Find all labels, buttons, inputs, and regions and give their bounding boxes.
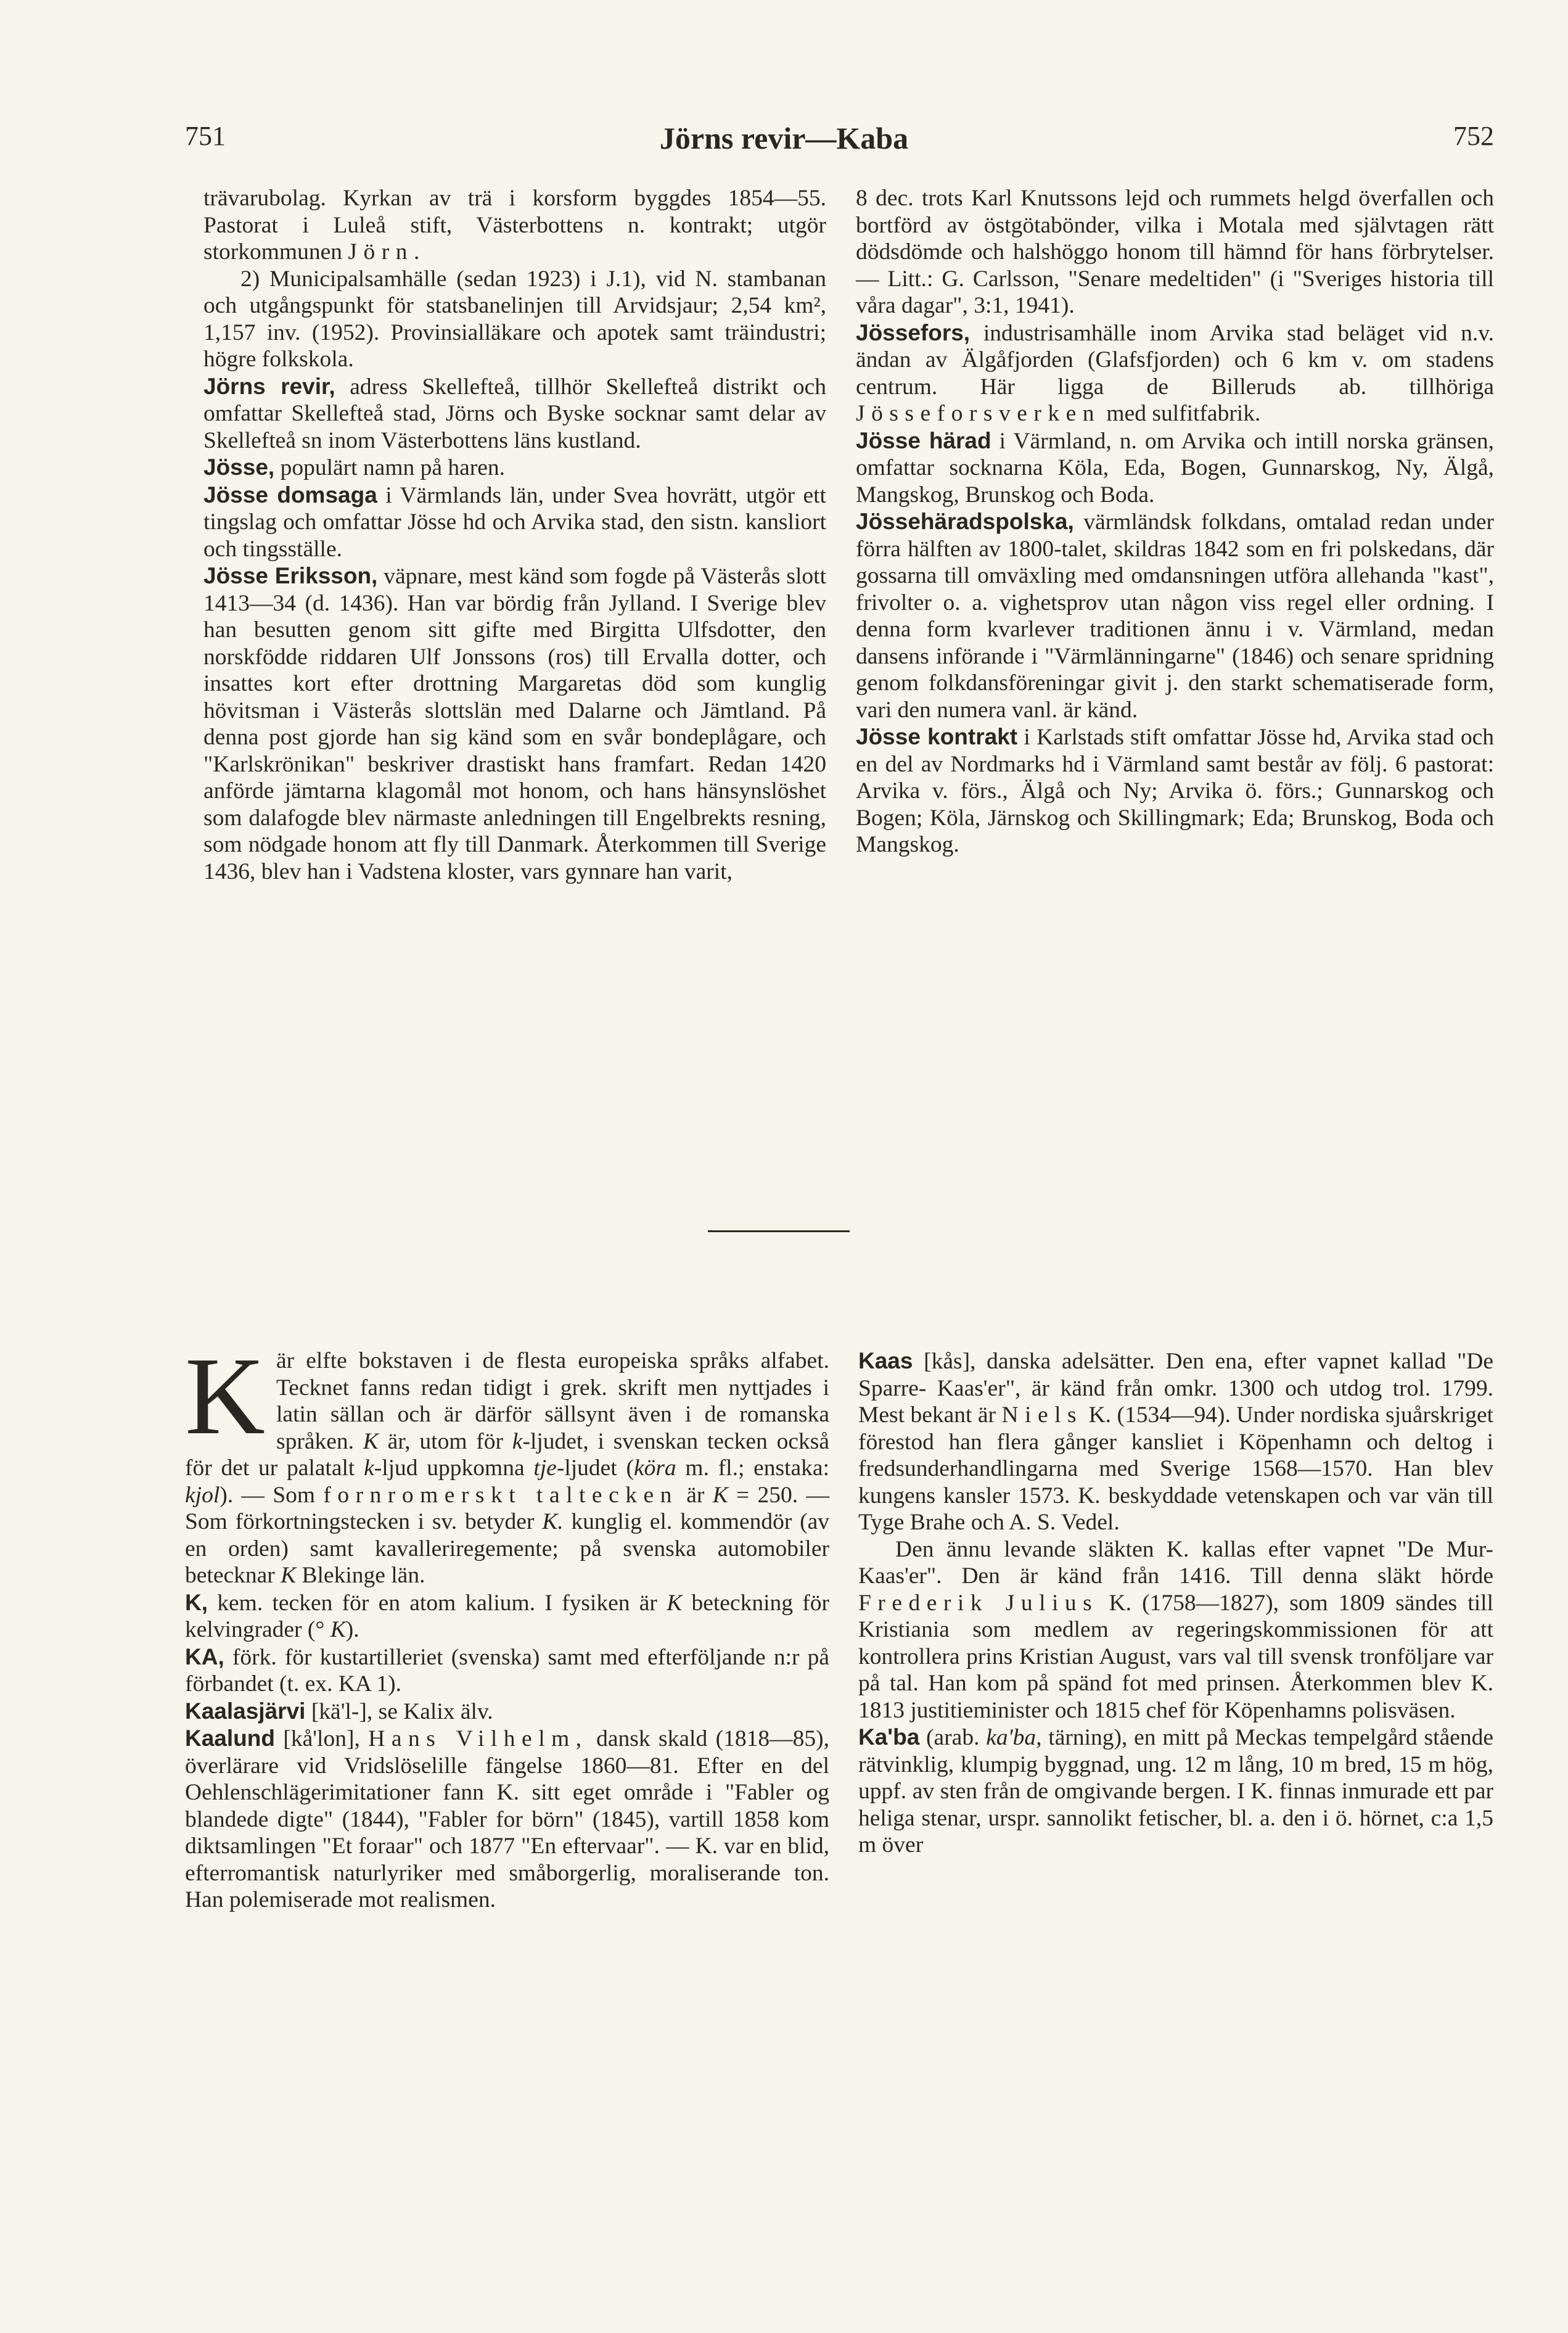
entry-k: K, kem. tecken för en atom kalium. I fysiken är K beteckning för kelvingrader (° K).	[185, 1589, 829, 1642]
paragraph: 8 dec. trots Karl Knutssons lejd och rummets helgd överfallen och bortförd av östgötabönder, vilka i Motala med självtagen rätt dödsdömde och halshöggo honom till hämnd för hans förbrytelser. — Litt.: G. Carlsson, "Senare medeltiden" (i "Sveriges historia till våra dagar", 3:1, 1941).	[856, 186, 1494, 318]
paragraph: 2) Municipalsamhälle (sedan 1923) i J.1), vid N. stambanan och utgångspunkt för statsbanelinjen till Arvidsjaur; 2,54 km², 1,157 inv. (1952). Provinsialläkare och apotek samt träindustri; högre folkskola.	[203, 266, 826, 372]
entry-ka: KA, förk. för kustartilleriet (svenska) samt med efterföljande n:r på förbandet (t. ex. KA 1).	[185, 1644, 829, 1697]
entry-jossefors: Jössefors, industrisamhälle inom Arvika stad beläget vid n.v. ändan av Älgåfjorden (Glafsfjorden) och 6 km v. om stadens centrum. Här ligga de Billeruds ab. tillhöriga Jösseforsverken med sulfitfabrik.	[856, 319, 1494, 426]
entry-kaas: Kaas [kås], danska adelsätter. Den ena, efter vapnet kallad "De Sparre- Kaas'er", är känd från omkr. 1300 och utdog trol. 1799. Mest bekant är Niels K. (1534—94). Under nordiska sjuårskriget förestod han flera gånger kansliet i Köpenhamn och deltog i fredsunderhandlingarna med Sverige 1568—1570. Han blev kungens kansler 1573. K. beskyddade vetenskapen och var vän till Tyge Brahe och A. S. Vedel.	[858, 1348, 1494, 1535]
entry-letter-k: Kär elfte bokstaven i de flesta europeiska språks alfabet. Tecknet fanns redan tidigt i grek. skrift men nyttjades i latin sällan och är därför sällsynt även i de romanska språken. K är, utom för k-ljudet, i svenskan tecken också för det ur palatalt k-ljud uppkomna tje-ljudet (köra m. fl.; enstaka: kjol). — Som fornromerskt taltecken är K = 250. — Som förkortningstecken i sv. betyder K. kunglig el. kommendör (av en orden) samt kavalleriregemente; på svenska automobiler betecknar K Blekinge län.	[185, 1335, 829, 1588]
column-top-left	[203, 185, 826, 885]
column-bottom-left	[185, 1335, 830, 1914]
paragraph: Den ännu levande släkten K. kallas efter vapnet "De Mur-Kaas'er". Den är känd från 1416. Till denna släkt hörde Frederik Julius K. (1758—1827), som 1809 sändes till Kristiania som medlem av regeringskommissionen för att kontrollera prins Kristian August, vars val till svensk tronföljare var på tal. Han kom på spänd fot med prinsen. Återkommen blev K. 1813 justitieminister och 1815 chef för Köpenhamns polisväsen.	[858, 1536, 1493, 1723]
column-bottom-right	[858, 1348, 1493, 1859]
entry-josse: Jösse, populärt namn på haren.	[203, 455, 506, 480]
entry-kaba: Ka'ba (arab. ka'ba, tärning), en mitt på Meckas tempelgård stående rätvinklig, klumpig byggnad, ung. 12 m lång, 10 m bred, 15 m hög, uppf. av sten från de omgivande bergen. I K. finnas inmurade ett par heliga stenar, urspr. sannolikt fetischer, bl. a. den i ö. hörnet, c:a 1,5 m över	[858, 1724, 1494, 1858]
section-divider	[708, 1230, 850, 1232]
entry-josse-domsaga: Jösse domsaga i Värmlands län, under Svea hovrätt, utgör ett tingslag och omfattar Jösse hd och Arvika stad, den sistn. kansliort och tingsställe.	[203, 482, 826, 562]
entry-kaalasjarvi: Kaalasjärvi [kä'l-], se Kalix älv.	[185, 1698, 493, 1724]
entry-josse-eriksson: Jösse Eriksson, väpnare, mest känd som fogde på Västerås slott 1413—34 (d. 1436). Han var bördig från Jylland. I Sverige blev han besutten genom sitt gifte med Birgitta Ulfsdotter, den norskfödde riddaren Ulf Jonssons (ros) till Ervalla dotter, och insattes kort efter drottning Margaretas död som kunglig hövitsman i Västerås slottslän med Dalarne och Jämtland. På denna post gjorde han sig känd som en svår bondeplågare, och "Karlskrönikan" beskriver drastiskt hans framfart. Redan 1420 anförde jämtarna klagomål mot honom, och hans hänsynslöshet som dalafogde blev närmaste anledningen till Engelbrekts resning, som nödgade honom att fly till Danmark. Återkommen till Sverige 1436, blev han i Vadstena kloster, vars gynnare han varit,	[203, 563, 826, 884]
page-number-right: 752	[1453, 121, 1494, 151]
column-top-right	[856, 185, 1494, 858]
entry-kaalund: Kaalund [kå'lon], Hans Vilhelm, dansk skald (1818—85), överlärare vid Vridslöselille fängelse 1860—81. Efter en del Oehlenschlägerimitationer fann K. sitt eget område i "Fabler og blandede digte" (1844), "Fabler for börn" (1845), vartill 1858 kom diktsamlingen "Et foraar" och 1877 "En eftervaar". — K. var en blid, efterromantisk naturlyriker med småborgerlig, moraliserande ton. Han polemiserade mot realismen.	[185, 1726, 830, 1912]
page-number-left: 751	[185, 121, 226, 151]
page-header	[0, 120, 1568, 170]
running-title: Jörns revir—Kaba	[659, 121, 909, 155]
drop-cap: K	[185, 1335, 265, 1457]
entry-jorns-revir: Jörns revir, adress Skellefteå, tillhör Skellefteå distrikt och omfattar Skellefteå stad, Jörns och Byske socknar samt delar av Skellefteå sn inom Västerbottens läns kustland.	[203, 373, 826, 453]
paragraph: trävarubolag. Kyrkan av trä i korsform byggdes 1854—55. Pastorat i Luleå stift, Västerbottens n. kontrakt; utgör storkommunen Jörn.	[203, 186, 826, 265]
entry-josse-harad: Jösse härad i Värmland, n. om Arvika och intill norska gränsen, omfattar socknarna Köla, Eda, Bogen, Gunnarskog, Ny, Älgå, Mangskog, Brunskog och Boda.	[856, 427, 1494, 508]
entry-jossehardspolska: Jössehäradspolska, värmländsk folkdans, omtalad redan under förra hälften av 1800-talet, skildras 1842 som en fri polskedans, där gossarna till omväxling med omdansningen utföra allehanda "kast", frivolter o. a. vighetsprov utan någon viss regel eller ordning. I denna form kvarlever traditionen ännu i v. Värmland, medan dansens införande i "Värmlänningarne" (1846) och senare spridning genom folkdansföreningar givit j. den starkt schematiserade form, vari den numera vanl. är känd.	[856, 509, 1494, 723]
entry-josse-kontrakt: Jösse kontrakt i Karlstads stift omfattar Jösse hd, Arvika stad och en del av Nordmarks hd i Värmland samt består av följ. 6 pastorat: Arvika v. förs., Älgå och Ny; Arvika ö. förs.; Gunnarskog och Bogen; Köla, Järnskog och Skillingmark; Eda; Brunskog, Boda och Mangskog.	[856, 724, 1494, 857]
